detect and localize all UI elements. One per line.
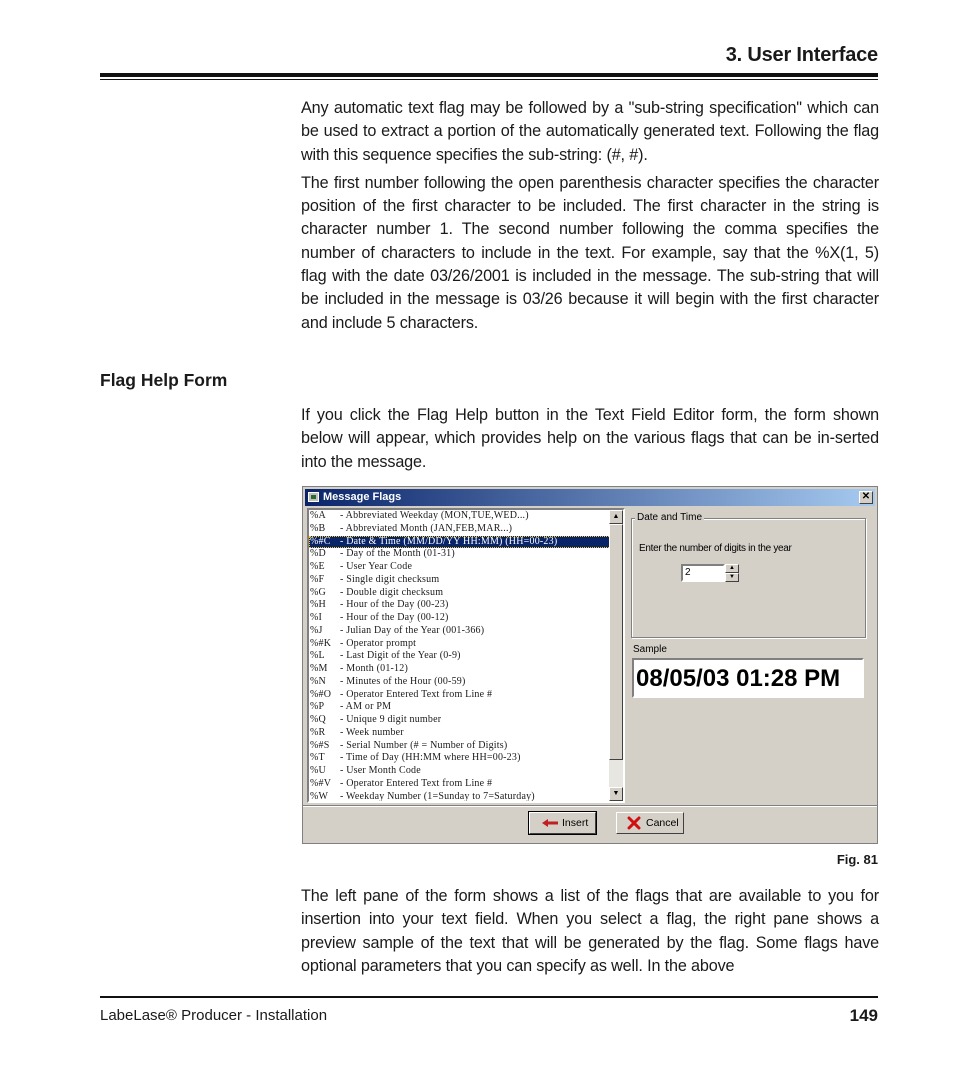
scroll-up-icon[interactable]: ▲ <box>609 510 623 524</box>
flag-description: - Day of the Month (01-31) <box>340 548 455 560</box>
list-item[interactable] <box>309 714 611 727</box>
flag-code: %L <box>310 650 325 662</box>
message-flags-app-icon <box>308 492 319 502</box>
flag-code: %#V <box>310 777 332 789</box>
left-arrow-icon <box>542 819 558 827</box>
flag-code: %I <box>310 612 323 623</box>
sample-label: Sample <box>633 644 667 655</box>
flag-code: %H <box>310 599 326 611</box>
flag-description: - AM or PM <box>340 701 392 713</box>
flag-description: - User Month Code <box>340 765 421 776</box>
flag-code: %P <box>310 701 325 713</box>
intro-text <box>301 97 879 340</box>
flag-code: %M <box>310 663 328 674</box>
section-heading: Flag Help Form <box>100 370 228 390</box>
flag-description: - Unique 9 digit number <box>340 714 442 725</box>
flag-description: - Last Digit of the Year (0-9) <box>340 650 461 662</box>
flag-code: %D <box>310 548 326 560</box>
date-time-group <box>631 518 866 638</box>
list-item[interactable] <box>309 574 611 587</box>
flag-description: - Abbreviated Month (JAN,FEB,MAR...) <box>340 522 513 534</box>
list-item[interactable] <box>309 638 611 651</box>
list-item[interactable] <box>309 650 611 663</box>
flag-description: - Month (01-12) <box>340 663 408 674</box>
flag-code: %W <box>310 790 329 802</box>
cancel-label: Cancel <box>646 817 679 829</box>
digits-label: Enter the number of digits in the year <box>639 543 792 554</box>
flag-items <box>309 510 611 803</box>
paragraph-positions: The first number following the open parenthesis character specifies the character position of the first character to be included. The first character in the string is character number 1. The second number following the comma specifies the number of characters to include in the text. For example, say that the %X(1, 5) flag with the date 03/26/2001 is included in the message. The sub-string that will be included in the message is 03/26 because it will begin with the first character and include 5 characters. <box>301 173 879 332</box>
digits-input[interactable]: 2 <box>681 564 725 582</box>
flag-code: %#S <box>310 739 330 751</box>
flag-description: - Hour of the Day (00-12) <box>340 612 449 623</box>
sample-text: 08/05/03 01:28 PM <box>636 665 841 692</box>
footer-rule <box>100 996 878 998</box>
cancel-button[interactable] <box>616 812 684 834</box>
paragraph-flag-help: If you click the Flag Help button in the Text Field Editor form, the form shown below will appear, which provides help on the various flags that can be in-serted into the message. <box>301 406 879 471</box>
header-rule-thick <box>100 73 878 77</box>
insert-button[interactable] <box>529 812 596 834</box>
product-name: LabeLase <box>100 1007 166 1024</box>
flag-description: - User Year Code <box>340 561 413 572</box>
insert-label: Insert <box>562 817 589 829</box>
flag-code: %N <box>310 675 326 687</box>
flag-description: - Hour of the Day (00-23) <box>340 599 449 611</box>
flag-description: - Single digit checksum <box>340 573 440 585</box>
list-item[interactable] <box>309 625 611 638</box>
group-title: Date and Time <box>637 512 703 523</box>
paragraph-left-pane: The left pane of the form shows a list of the flags that are available to you for insertion into your text field. When you select a flag, the right pane shows a preview sample of the text that will be generated by the flag. Some flags have optional parameters that you can specify as well. In the above <box>301 887 879 975</box>
flag-code: %A <box>310 510 326 521</box>
flag-description: - Operator prompt <box>340 637 417 649</box>
list-item[interactable] <box>309 701 611 714</box>
flag-help-text <box>301 404 879 479</box>
scroll-thumb[interactable] <box>609 524 623 760</box>
header-rule-thin <box>100 79 878 80</box>
flag-code: %B <box>310 522 326 534</box>
registered-mark: ® <box>165 1007 177 1024</box>
flag-description: - Date & Time (MM/DD/YY HH:MM) (HH=00-23) <box>340 535 558 547</box>
flag-description: - Serial Number (# = Number of Digits) <box>340 739 508 751</box>
flag-description: - Minutes of the Hour (00-59) <box>340 675 466 687</box>
flag-description: - Operator Entered Text from Line # <box>340 688 493 700</box>
flag-description: - Double digit checksum <box>340 586 444 598</box>
flag-code: %E <box>310 561 325 572</box>
flag-code: %R <box>310 726 326 738</box>
spin-up-icon[interactable]: ▲ <box>725 564 739 573</box>
footer-product <box>100 1007 327 1024</box>
flag-code: %J <box>310 624 323 636</box>
spin-down-icon[interactable]: ▼ <box>725 573 739 582</box>
list-item[interactable] <box>309 689 611 702</box>
list-item[interactable] <box>309 778 611 791</box>
flag-list[interactable] <box>307 508 625 803</box>
flag-code: %#O <box>310 688 332 700</box>
red-x-icon <box>627 816 641 830</box>
sample-box <box>632 658 864 698</box>
list-item[interactable] <box>309 548 611 561</box>
left-pane-text <box>301 885 879 983</box>
list-item[interactable] <box>309 561 611 574</box>
list-item[interactable] <box>309 599 611 612</box>
flag-code: %Q <box>310 714 326 725</box>
list-item[interactable] <box>309 740 611 753</box>
close-icon[interactable]: ✕ <box>859 491 873 504</box>
flag-code: %#C <box>310 535 331 547</box>
list-item[interactable] <box>309 663 611 676</box>
flag-code: %U <box>310 765 326 776</box>
paragraph-substring: Any automatic text flag may be followed by a "sub-string specification" which can be used to extract a portion of the automatically generated text. Following the flag with this sequence specifies the sub-string: (#, #). <box>301 99 879 164</box>
scroll-down-icon[interactable]: ▼ <box>609 787 623 801</box>
list-scrollbar[interactable] <box>609 510 623 801</box>
figure-caption: Fig. 81 <box>836 852 878 867</box>
flag-description: - Operator Entered Text from Line # <box>340 777 493 789</box>
list-item[interactable] <box>309 536 611 549</box>
list-item[interactable] <box>309 752 611 765</box>
button-separator <box>303 805 877 806</box>
page-number: 149 <box>849 1006 878 1025</box>
flag-description: - Week number <box>340 726 404 738</box>
flag-description: - Abbreviated Weekday (MON,TUE,WED...) <box>340 510 529 521</box>
list-item[interactable] <box>309 510 611 523</box>
chapter-title: 3. User Interface <box>725 44 878 66</box>
flag-code: %F <box>310 573 325 585</box>
list-item[interactable] <box>309 727 611 740</box>
list-item[interactable] <box>309 791 611 804</box>
list-item[interactable] <box>309 676 611 689</box>
message-flags-dialog <box>302 486 878 844</box>
flag-description: - Julian Day of the Year (001-366) <box>340 624 485 636</box>
title-bar <box>305 489 875 506</box>
product-rest: Producer - Installation <box>176 1007 328 1024</box>
dialog-title: Message Flags <box>323 491 402 503</box>
flag-code: %#K <box>310 637 332 649</box>
flag-code: %G <box>310 586 326 598</box>
list-item[interactable] <box>309 765 611 778</box>
list-item[interactable] <box>309 612 611 625</box>
list-item[interactable] <box>309 523 611 536</box>
flag-description: - Weekday Number (1=Sunday to 7=Saturday) <box>340 790 535 802</box>
list-item[interactable] <box>309 587 611 600</box>
flag-description: - Time of Day (HH:MM where HH=00-23) <box>340 752 521 764</box>
flag-code: %T <box>310 752 325 764</box>
